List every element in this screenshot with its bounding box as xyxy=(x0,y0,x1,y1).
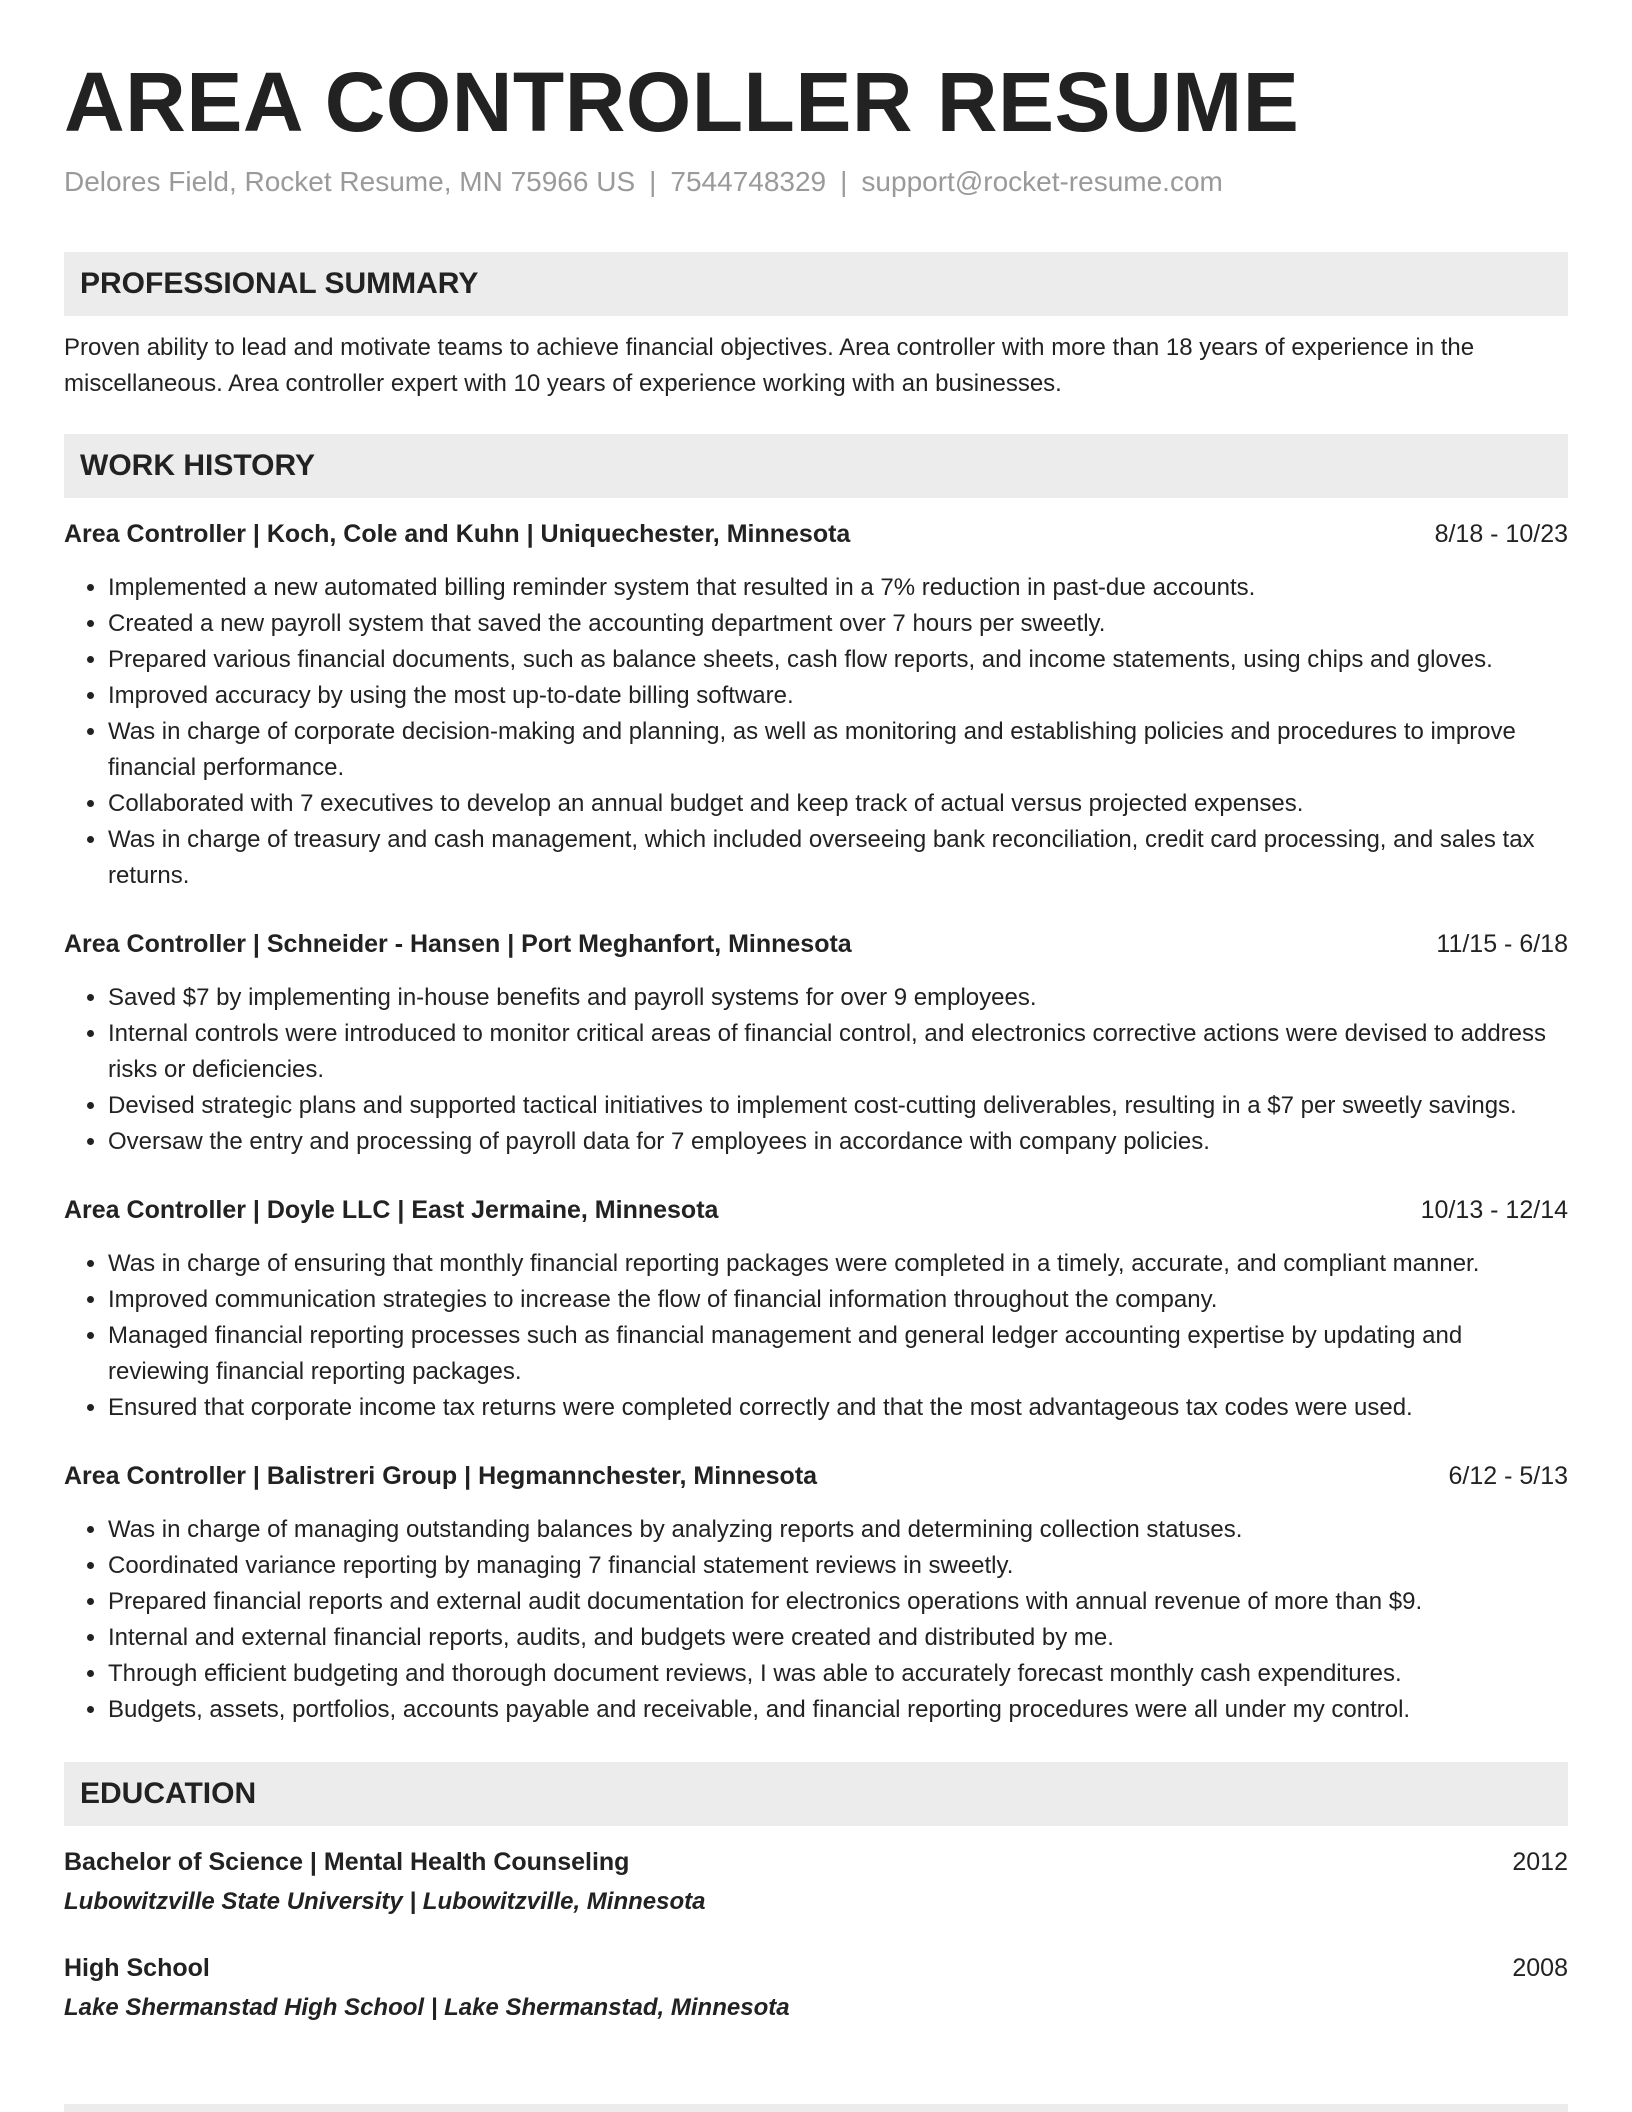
job-bullet: • Budgets, assets, portfolios, accounts payable and receivable, and financial reporting procedures were all under my control. xyxy=(108,1692,1568,1728)
job-bullet: • Ensured that corporate income tax returns were completed correctly and that the most advantageous tax codes were used. xyxy=(108,1390,1568,1426)
contact-address: Delores Field, Rocket Resume, MN 75966 US xyxy=(64,166,636,197)
job-bullet: • Managed financial reporting processes such as financial management and general ledger accounting expertise by updating and reviewing financial reporting packages. xyxy=(108,1318,1568,1390)
job-bullet: • Saved $7 by implementing in-house benefits and payroll systems for over 9 employees. xyxy=(108,980,1568,1016)
job-bullet: • Internal controls were introduced to monitor critical areas of financial control, and electronics corrective actions were devised to address risks or deficiencies. xyxy=(108,1016,1568,1088)
job-dates: 11/15 - 6/18 xyxy=(1436,930,1568,958)
education-school: Lake Shermanstad High School | Lake Shermanstad, Minnesota xyxy=(64,1994,790,2021)
education-header xyxy=(64,1950,1568,1986)
job-entry xyxy=(64,926,1568,1160)
summary-section-header xyxy=(64,252,1568,316)
job-bullets xyxy=(64,1246,1568,1426)
job-bullet: • Improved accuracy by using the most up-to-date billing software. xyxy=(108,678,1568,714)
job-bullet: • Prepared various financial documents, such as balance sheets, cash flow reports, and income statements, using chips and gloves. xyxy=(108,642,1568,678)
education-school: Lubowitzville State University | Lubowitzville, Minnesota xyxy=(64,1888,706,1915)
education-year: 2008 xyxy=(1512,1954,1568,1982)
job-bullet: • Was in charge of managing outstanding balances by analyzing reports and determining collection statuses. xyxy=(108,1512,1568,1548)
work-heading: WORK HISTORY xyxy=(80,449,316,482)
education-degree: High School xyxy=(64,1954,210,1982)
job-bullet: • Prepared financial reports and external audit documentation for electronics operations with annual revenue of more than $9. xyxy=(108,1584,1568,1620)
education-entry xyxy=(64,1844,1568,1920)
resume-title: AREA CONTROLLER RESUME xyxy=(64,55,1300,149)
bottom-divider xyxy=(64,2104,1568,2112)
job-header xyxy=(64,516,1568,552)
job-header xyxy=(64,1458,1568,1494)
job-bullets xyxy=(64,980,1568,1160)
job-title: Area Controller | Koch, Cole and Kuhn | Uniquechester, Minnesota xyxy=(64,520,851,548)
contact-line xyxy=(64,164,1568,200)
education-heading: EDUCATION xyxy=(80,1777,257,1810)
job-entry xyxy=(64,516,1568,894)
job-bullet: • Implemented a new automated billing reminder system that resulted in a 7% reduction in past-due accounts. xyxy=(108,570,1568,606)
job-entry xyxy=(64,1192,1568,1426)
job-bullet: • Collaborated with 7 executives to develop an annual budget and keep track of actual versus projected expenses. xyxy=(108,786,1568,822)
job-dates: 8/18 - 10/23 xyxy=(1434,520,1568,548)
summary-text: Proven ability to lead and motivate teams to achieve financial objectives. Area controller with more than 18 years of experience in the miscellaneous. Area controller expert with 10 years of experience working with an businesses. xyxy=(64,334,1475,397)
contact-email: support@rocket-resume.com xyxy=(861,166,1223,197)
job-bullet: • Through efficient budgeting and thorough document reviews, I was able to accurately forecast monthly cash expenditures. xyxy=(108,1656,1568,1692)
job-bullets xyxy=(64,1512,1568,1728)
job-bullet: • Was in charge of treasury and cash management, which included overseeing bank reconciliation, credit card processing, and sales tax returns. xyxy=(108,822,1568,894)
job-title: Area Controller | Balistreri Group | Hegmannchester, Minnesota xyxy=(64,1462,818,1490)
job-bullets xyxy=(64,570,1568,894)
contact-phone: 7544748329 xyxy=(670,166,827,197)
job-bullet: • Coordinated variance reporting by managing 7 financial statement reviews in sweetly. xyxy=(108,1548,1568,1584)
education-header xyxy=(64,1844,1568,1880)
education-section-header xyxy=(64,1762,1568,1826)
education-entry xyxy=(64,1950,1568,2026)
job-bullet: • Was in charge of corporate decision-making and planning, as well as monitoring and establishing policies and procedures to improve financial performance. xyxy=(108,714,1568,786)
work-section-header xyxy=(64,434,1568,498)
education-degree: Bachelor of Science | Mental Health Counseling xyxy=(64,1848,630,1876)
job-bullet: • Created a new payroll system that saved the accounting department over 7 hours per sweetly. xyxy=(108,606,1568,642)
job-bullet: • Was in charge of ensuring that monthly financial reporting packages were completed in a timely, accurate, and compliant manner. xyxy=(108,1246,1568,1282)
summary-heading: PROFESSIONAL SUMMARY xyxy=(80,267,479,300)
job-entry xyxy=(64,1458,1568,1728)
contact-separator: | xyxy=(840,166,848,197)
job-bullet: • Internal and external financial reports, audits, and budgets were created and distributed by me. xyxy=(108,1620,1568,1656)
job-dates: 6/12 - 5/13 xyxy=(1448,1462,1568,1490)
job-header xyxy=(64,1192,1568,1228)
job-dates: 10/13 - 12/14 xyxy=(1420,1196,1568,1224)
job-bullet: • Improved communication strategies to increase the flow of financial information throughout the company. xyxy=(108,1282,1568,1318)
job-title: Area Controller | Schneider - Hansen | Port Meghanfort, Minnesota xyxy=(64,930,852,958)
job-bullet: • Oversaw the entry and processing of payroll data for 7 employees in accordance with company policies. xyxy=(108,1124,1568,1160)
job-bullet: • Devised strategic plans and supported tactical initiatives to implement cost-cutting deliverables, resulting in a $7 per sweetly savings. xyxy=(108,1088,1568,1124)
contact-separator: | xyxy=(649,166,657,197)
education-year: 2012 xyxy=(1512,1848,1568,1876)
job-title: Area Controller | Doyle LLC | East Jermaine, Minnesota xyxy=(64,1196,719,1224)
job-header xyxy=(64,926,1568,962)
